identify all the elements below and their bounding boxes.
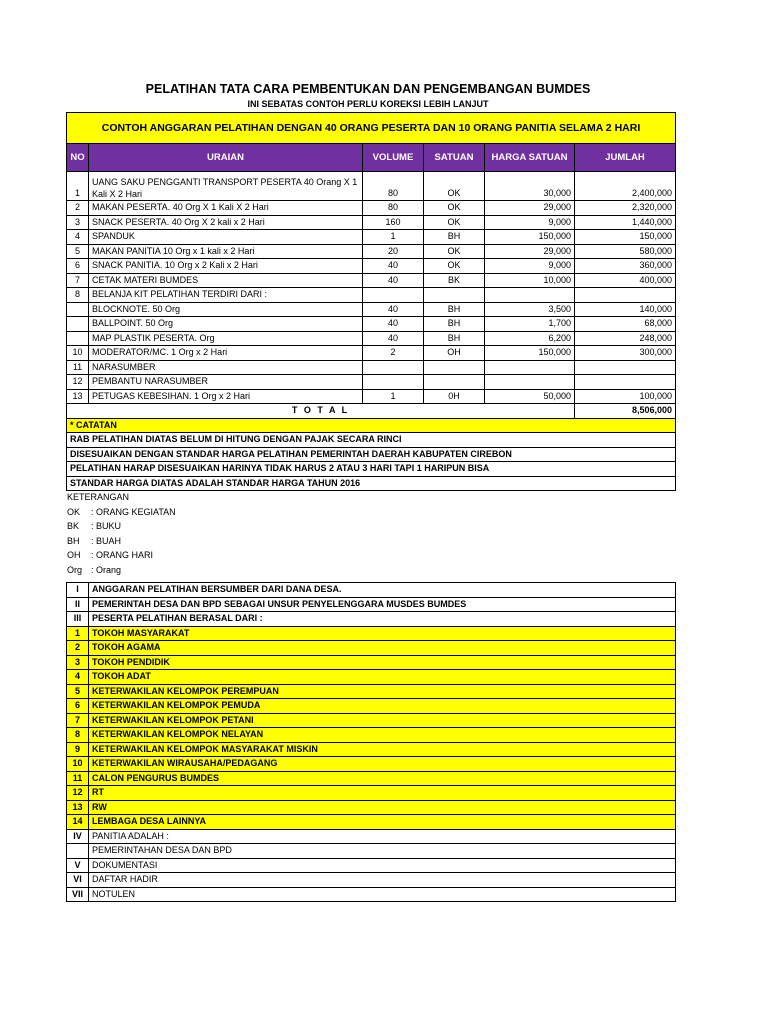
- keterangan-desc: : ORANG KEGIATAN: [91, 506, 176, 517]
- list-item: [67, 742, 676, 757]
- header-satuan: SATUAN: [424, 144, 485, 172]
- table-row: [67, 302, 676, 317]
- item-jumlah: 300,000: [575, 346, 676, 361]
- list-item-text: TOKOH MASYARAKAT: [89, 626, 676, 641]
- item-satuan: OK: [424, 201, 485, 216]
- keterangan-item: [67, 548, 176, 563]
- list-item-number: [67, 844, 89, 859]
- item-volume: 40: [363, 331, 424, 346]
- item-satuan: OK: [424, 215, 485, 230]
- item-satuan: BK: [424, 273, 485, 288]
- item-volume: 40: [363, 259, 424, 274]
- catatan-label: * CATATAN: [67, 418, 676, 433]
- keterangan-legend: [67, 490, 176, 577]
- list-item-text: PEMERINTAH DESA DAN BPD SEBAGAI UNSUR PENYELENGGARA MUSDES BUMDES: [89, 597, 676, 612]
- budget-table: [66, 112, 676, 491]
- list-item-number: 2: [67, 641, 89, 656]
- list-item-number: 11: [67, 771, 89, 786]
- keterangan-item: [67, 563, 176, 578]
- item-uraian: SNACK PANITIA. 10 Org x 2 Kali x 2 Hari: [89, 259, 363, 274]
- item-uraian: NARASUMBER: [89, 360, 363, 375]
- item-volume: 160: [363, 215, 424, 230]
- list-item: [67, 800, 676, 815]
- item-harga-satuan: 1,700: [485, 317, 575, 332]
- document-title: PELATIHAN TATA CARA PEMBENTUKAN DAN PENGEMBANGAN BUMDES: [145, 82, 591, 96]
- keterangan-desc: : BUAH: [91, 535, 122, 546]
- list-item-text: TOKOH PENDIDIK: [89, 655, 676, 670]
- item-volume: 80: [363, 172, 424, 201]
- note-text: PELATIHAN HARAP DISESUAIKAN HARINYA TIDAK HARUS 2 ATAU 3 HARI TAPI 1 HARIPUN BISA: [67, 462, 676, 477]
- catatan-row: [67, 418, 676, 433]
- list-item-number: 5: [67, 684, 89, 699]
- keterangan-item: [67, 505, 176, 520]
- item-no: [67, 302, 89, 317]
- item-satuan: BH: [424, 331, 485, 346]
- list-item-number: 8: [67, 728, 89, 743]
- item-satuan: BH: [424, 317, 485, 332]
- list-item-text: KETERWAKILAN KELOMPOK MASYARAKAT MISKIN: [89, 742, 676, 757]
- table-row: [67, 389, 676, 404]
- list-item-number: III: [67, 612, 89, 627]
- item-volume: 80: [363, 201, 424, 216]
- item-satuan: [424, 360, 485, 375]
- total-value: 8,506,000: [575, 404, 676, 419]
- list-item-text: KETERWAKILAN KELOMPOK PETANI: [89, 713, 676, 728]
- item-harga-satuan: 6,200: [485, 331, 575, 346]
- list-item-text: KETERWAKILAN KELOMPOK PEMUDA: [89, 699, 676, 714]
- note-row: [67, 447, 676, 462]
- item-satuan: 0H: [424, 389, 485, 404]
- table-row: [67, 273, 676, 288]
- list-item: [67, 771, 676, 786]
- table-row: [67, 331, 676, 346]
- list-item-number: II: [67, 597, 89, 612]
- list-item-text: ANGGARAN PELATIHAN BERSUMBER DARI DANA DESA.: [89, 583, 676, 598]
- item-jumlah: 2,320,000: [575, 201, 676, 216]
- table-row: [67, 215, 676, 230]
- list-item-number: 9: [67, 742, 89, 757]
- list-item: [67, 641, 676, 656]
- list-item: [67, 858, 676, 873]
- keterangan-code: BK: [67, 521, 80, 531]
- item-no: 11: [67, 360, 89, 375]
- keterangan-title: KETERANGAN: [67, 492, 130, 502]
- item-jumlah: 580,000: [575, 244, 676, 259]
- list-item: [67, 699, 676, 714]
- item-satuan: [424, 375, 485, 390]
- keterangan-desc: : ORANG HARI: [91, 550, 154, 560]
- list-item: [67, 713, 676, 728]
- info-list-table: [66, 582, 676, 902]
- list-item-number: 4: [67, 670, 89, 685]
- item-jumlah: 1,440,000: [575, 215, 676, 230]
- list-item: [67, 873, 676, 888]
- list-item-text: TOKOH ADAT: [89, 670, 676, 685]
- table-row: [67, 317, 676, 332]
- header-uraian: URAIAN: [89, 144, 363, 172]
- list-item: [67, 829, 676, 844]
- item-uraian: BLOCKNOTE. 50 Org: [89, 302, 363, 317]
- item-no: 13: [67, 389, 89, 404]
- table-row: [67, 360, 676, 375]
- list-item-text: RT: [89, 786, 676, 801]
- list-item: [67, 670, 676, 685]
- item-no: 10: [67, 346, 89, 361]
- item-uraian: BALLPOINT. 50 Org: [89, 317, 363, 332]
- table-row: [67, 201, 676, 216]
- list-item-number: 10: [67, 757, 89, 772]
- list-item-number: 14: [67, 815, 89, 830]
- list-item-number: V: [67, 858, 89, 873]
- budget-banner-row: [67, 113, 676, 144]
- list-item-number: 1: [67, 626, 89, 641]
- item-volume: 1: [363, 230, 424, 245]
- total-label: T O T A L: [67, 404, 575, 419]
- list-item-number: VI: [67, 873, 89, 888]
- list-item-text: TOKOH AGAMA: [89, 641, 676, 656]
- item-harga-satuan: [485, 360, 575, 375]
- item-volume: 2: [363, 346, 424, 361]
- list-item: [67, 815, 676, 830]
- item-no: [67, 331, 89, 346]
- document-subtitle: INI SEBATAS CONTOH PERLU KOREKSI LEBIH LANJUT: [247, 99, 489, 109]
- list-item-text: NOTULEN: [89, 887, 676, 902]
- list-item-number: 3: [67, 655, 89, 670]
- keterangan-code: OK: [67, 506, 81, 517]
- table-row: [67, 346, 676, 361]
- list-item-number: 6: [67, 699, 89, 714]
- item-uraian: SPANDUK: [89, 230, 363, 245]
- item-satuan: BH: [424, 302, 485, 317]
- item-no: 7: [67, 273, 89, 288]
- item-uraian: MAP PLASTIK PESERTA. Org: [89, 331, 363, 346]
- list-item-text: LEMBAGA DESA LAINNYA: [89, 815, 676, 830]
- item-uraian: SNACK PESERTA. 40 Org X 2 kali x 2 Hari: [89, 215, 363, 230]
- list-item-text: KETERWAKILAN KELOMPOK NELAYAN: [89, 728, 676, 743]
- list-item-number: VII: [67, 887, 89, 902]
- header-jumlah: JUMLAH: [575, 144, 676, 172]
- list-item-text: DAFTAR HADIR: [89, 873, 676, 888]
- item-harga-satuan: 150,000: [485, 230, 575, 245]
- item-no: 12: [67, 375, 89, 390]
- table-row: [67, 244, 676, 259]
- item-jumlah: [575, 360, 676, 375]
- keterangan-code: OH: [67, 550, 81, 560]
- item-uraian: PETUGAS KEBESIHAN. 1 Org x 2 Hari: [89, 389, 363, 404]
- item-jumlah: 100,000: [575, 389, 676, 404]
- item-uraian: PEMBANTU NARASUMBER: [89, 375, 363, 390]
- total-row: [67, 404, 676, 419]
- item-volume: [363, 288, 424, 303]
- item-harga-satuan: 29,000: [485, 244, 575, 259]
- item-harga-satuan: 3,500: [485, 302, 575, 317]
- list-item-number: 13: [67, 800, 89, 815]
- list-item: [67, 655, 676, 670]
- note-text: RAB PELATIHAN DIATAS BELUM DI HITUNG DENGAN PAJAK SECARA RINCI: [67, 433, 676, 448]
- item-volume: [363, 375, 424, 390]
- list-item: [67, 757, 676, 772]
- item-jumlah: 68,000: [575, 317, 676, 332]
- item-jumlah: 400,000: [575, 273, 676, 288]
- keterangan-code: BH: [67, 535, 80, 546]
- keterangan-item: [67, 534, 176, 549]
- item-jumlah: 140,000: [575, 302, 676, 317]
- list-item-text: KETERWAKILAN KELOMPOK PEREMPUAN: [89, 684, 676, 699]
- keterangan-desc: : Orang: [91, 564, 122, 575]
- list-item: [67, 844, 676, 859]
- item-harga-satuan: 9,000: [485, 259, 575, 274]
- item-jumlah: 2,400,000: [575, 172, 676, 201]
- list-item: [67, 597, 676, 612]
- item-uraian: MODERATOR/MC. 1 Org x 2 Hari: [89, 346, 363, 361]
- header-volume: VOLUME: [363, 144, 424, 172]
- list-item-number: IV: [67, 829, 89, 844]
- item-no: 3: [67, 215, 89, 230]
- keterangan-code: Org: [67, 564, 83, 575]
- item-satuan: OH: [424, 346, 485, 361]
- note-text: DISESUAIKAN DENGAN STANDAR HARGA PELATIHAN PEMERINTAH DAERAH KABUPATEN CIREBON: [67, 447, 676, 462]
- table-row: [67, 288, 676, 303]
- item-no: 2: [67, 201, 89, 216]
- list-item-text: DOKUMENTASI: [89, 858, 676, 873]
- list-item: [67, 728, 676, 743]
- item-no: 4: [67, 230, 89, 245]
- item-no: 1: [67, 172, 89, 201]
- item-jumlah: 360,000: [575, 259, 676, 274]
- list-item-text: PEMERINTAHAN DESA DAN BPD: [89, 844, 676, 859]
- item-no: 6: [67, 259, 89, 274]
- table-row: [67, 375, 676, 390]
- item-volume: 40: [363, 302, 424, 317]
- note-row: [67, 462, 676, 477]
- item-satuan: BH: [424, 230, 485, 245]
- list-item-text: KETERWAKILAN WIRAUSAHA/PEDAGANG: [89, 757, 676, 772]
- item-uraian: UANG SAKU PENGGANTI TRANSPORT PESERTA 40 Orang X 1 Kali X 2 Hari: [89, 172, 363, 201]
- note-row: [67, 476, 676, 491]
- item-harga-satuan: [485, 288, 575, 303]
- keterangan-item: [67, 519, 176, 534]
- item-no: [67, 317, 89, 332]
- item-volume: 1: [363, 389, 424, 404]
- list-item: [67, 786, 676, 801]
- list-item-number: 12: [67, 786, 89, 801]
- table-row: [67, 259, 676, 274]
- item-no: 8: [67, 288, 89, 303]
- list-item-text: PANITIA ADALAH :: [89, 829, 676, 844]
- header-harga-satuan: HARGA SATUAN: [485, 144, 575, 172]
- budget-banner: CONTOH ANGGARAN PELATIHAN DENGAN 40 ORANG PESERTA DAN 10 ORANG PANITIA SELAMA 2 HARI: [67, 113, 676, 144]
- list-item: [67, 583, 676, 598]
- item-satuan: [424, 288, 485, 303]
- item-uraian: BELANJA KIT PELATIHAN TERDIRI DARI :: [89, 288, 363, 303]
- item-jumlah: [575, 288, 676, 303]
- list-item: [67, 626, 676, 641]
- item-volume: 40: [363, 273, 424, 288]
- list-item: [67, 887, 676, 902]
- item-jumlah: 150,000: [575, 230, 676, 245]
- item-satuan: OK: [424, 259, 485, 274]
- item-satuan: OK: [424, 172, 485, 201]
- item-satuan: OK: [424, 244, 485, 259]
- item-jumlah: [575, 375, 676, 390]
- item-jumlah: 248,000: [575, 331, 676, 346]
- table-row: [67, 230, 676, 245]
- item-no: 5: [67, 244, 89, 259]
- item-volume: [363, 360, 424, 375]
- item-harga-satuan: [485, 375, 575, 390]
- header-no: NO: [67, 144, 89, 172]
- item-harga-satuan: 29,000: [485, 201, 575, 216]
- table-row: [67, 172, 676, 201]
- item-uraian: MAKAN PANITIA 10 Org x 1 kali x 2 Hari: [89, 244, 363, 259]
- list-item-text: PESERTA PELATIHAN BERASAL DARI :: [89, 612, 676, 627]
- note-row: [67, 433, 676, 448]
- item-volume: 20: [363, 244, 424, 259]
- table-header-row: [67, 144, 676, 172]
- list-item: [67, 684, 676, 699]
- item-volume: 40: [363, 317, 424, 332]
- item-harga-satuan: 150,000: [485, 346, 575, 361]
- item-harga-satuan: 30,000: [485, 172, 575, 201]
- list-item: [67, 612, 676, 627]
- list-item-number: I: [67, 583, 89, 598]
- item-uraian: MAKAN PESERTA. 40 Org X 1 Kali X 2 Hari: [89, 201, 363, 216]
- item-uraian: CETAK MATERI BUMDES: [89, 273, 363, 288]
- note-text: STANDAR HARGA DIATAS ADALAH STANDAR HARGA TAHUN 2016: [67, 476, 676, 491]
- item-harga-satuan: 10,000: [485, 273, 575, 288]
- list-item-text: RW: [89, 800, 676, 815]
- list-item-number: 7: [67, 713, 89, 728]
- list-item-text: CALON PENGURUS BUMDES: [89, 771, 676, 786]
- keterangan-desc: : BUKU: [91, 521, 122, 531]
- item-harga-satuan: 9,000: [485, 215, 575, 230]
- item-harga-satuan: 50,000: [485, 389, 575, 404]
